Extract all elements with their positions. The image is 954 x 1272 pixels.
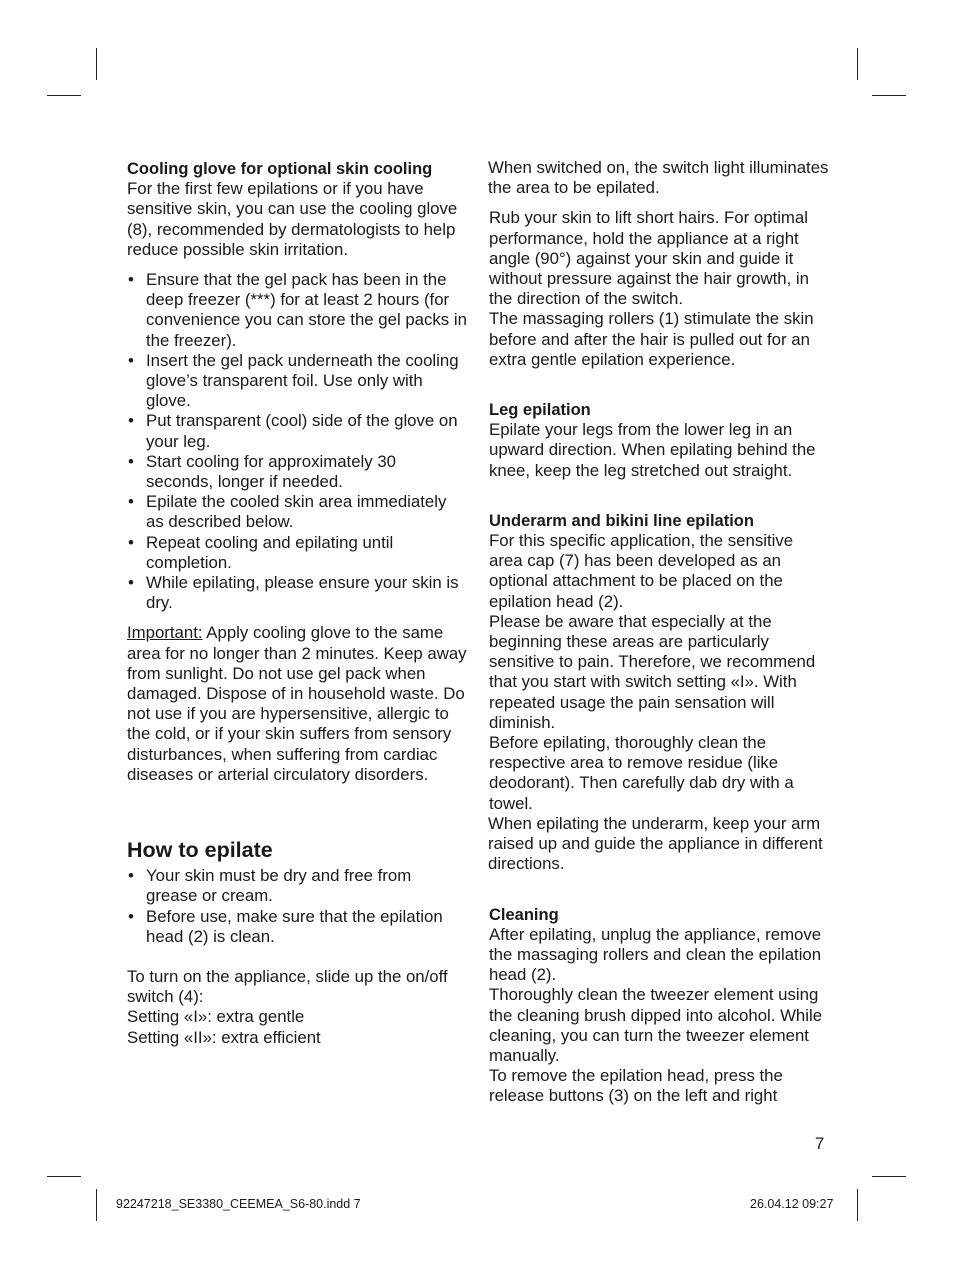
important-note <box>127 623 467 785</box>
turn-on-text: To turn on the appliance, slide up the on/off switch (4): <box>127 966 448 1007</box>
cooling-glove-intro: For the first few epilations or if you have sensitive skin, you can use the cooling glove (8), recommended by dermatologists to help reduce possible skin irritation. <box>127 179 458 259</box>
cooling-steps-list <box>127 270 467 613</box>
underarm-text-1: For this specific application, the sensitive area cap (7) has been developed as an optional attachment to be placed on the epilation head (2). <box>489 531 794 611</box>
crop-mark <box>47 95 81 96</box>
list-item: • Repeat cooling and epilating until completion. <box>127 533 467 573</box>
underarm-heading: Underarm and bikini line epilation <box>489 511 754 530</box>
leg-epilation-heading: Leg epilation <box>489 401 591 420</box>
crop-mark <box>857 1189 858 1221</box>
setting-one: Setting «I»: extra gentle <box>127 1007 305 1027</box>
cleaning-text-1: After epilating, unplug the appliance, remove the massaging rollers and clean the epilation head (2). <box>489 924 822 985</box>
list-item: • Epilate the cooled skin area immediately as described below. <box>127 492 467 532</box>
setting-two: Setting «II»: extra efficient <box>127 1027 321 1047</box>
crop-mark <box>96 48 97 80</box>
crop-mark <box>872 95 906 96</box>
crop-mark <box>857 48 858 80</box>
list-item: • While epilating, please ensure your skin is dry. <box>127 573 467 613</box>
underarm-text-4: When epilating the underarm, keep your arm raised up and guide the appliance in different directions. <box>488 813 823 874</box>
list-item: • Ensure that the gel pack has been in the deep freezer (***) for at least 2 hours (for convenience you can store the gel packs in the freezer). <box>127 270 467 351</box>
underarm-text-3: Before epilating, thoroughly clean the respective area to remove residue (like deodorant). Then carefully dab dry with a towel. <box>489 733 794 813</box>
right-column <box>489 158 829 1107</box>
how-to-epilate-list <box>127 866 467 947</box>
list-item: • Before use, make sure that the epilation head (2) is clean. <box>127 907 467 947</box>
date-slug: 26.04.12 09:27 <box>750 1197 834 1211</box>
crop-mark <box>47 1176 81 1177</box>
left-column <box>127 158 467 1048</box>
rollers-text: The massaging rollers (1) stimulate the skin before and after the hair is pulled out for an extra gentle epilation experience. <box>489 309 814 369</box>
crop-mark <box>872 1176 906 1177</box>
list-item: • Insert the gel pack underneath the cooling glove’s transparent foil. Use only with glove. <box>127 351 467 412</box>
switch-light-text: When switched on, the switch light illuminates the area to be epilated. <box>488 158 829 198</box>
list-item: • Put transparent (cool) side of the glove on your leg. <box>127 411 467 451</box>
underarm-text-2: Please be aware that especially at the beginning these areas are particularly sensitive to pain. Therefore, we recommend that you start with switch setting «I». With repeated usage the pain sensation will diminish. <box>489 611 816 732</box>
crop-mark <box>96 1189 97 1221</box>
cooling-glove-heading: Cooling glove for optional skin cooling <box>127 160 433 178</box>
important-label: Important: <box>127 623 203 643</box>
cleaning-text-3: To remove the epilation head, press the release buttons (3) on the left and right <box>489 1066 783 1106</box>
list-item: • Start cooling for approximately 30 seconds, longer if needed. <box>127 452 467 492</box>
cleaning-text-2: Thoroughly clean the tweezer element using the cleaning brush dipped into alcohol. While cleaning, you can turn the tweezer element manually. <box>489 985 823 1065</box>
important-text: Apply cooling glove to the same area for no longer than 2 minutes. Keep away from sunlight. Do not use gel pack when damaged. Dispose of in household waste. Do not use if you are hypersensitive, allergic to the cold, or if your skin suffers from sensory disturbances, when suffering from cardiac diseases or arterial circulatory disorders. <box>127 623 467 784</box>
leg-epilation-text: Epilate your legs from the lower leg in an upward direction. When epilating behind the knee, keep the leg stretched out straight. <box>489 420 816 480</box>
how-to-epilate-title: How to epilate <box>127 838 273 863</box>
rub-skin-text: Rub your skin to lift short hairs. For optimal performance, hold the appliance at a right angle (90°) against your skin and guide it without pressure against the hair growth, in the direction of the switch. <box>489 208 809 309</box>
list-item: • Your skin must be dry and free from grease or cream. <box>127 866 467 906</box>
cleaning-heading: Cleaning <box>489 905 559 924</box>
page-number: 7 <box>815 1135 825 1153</box>
file-slug: 92247218_SE3380_CEEMEA_S6-80.indd 7 <box>116 1197 361 1211</box>
